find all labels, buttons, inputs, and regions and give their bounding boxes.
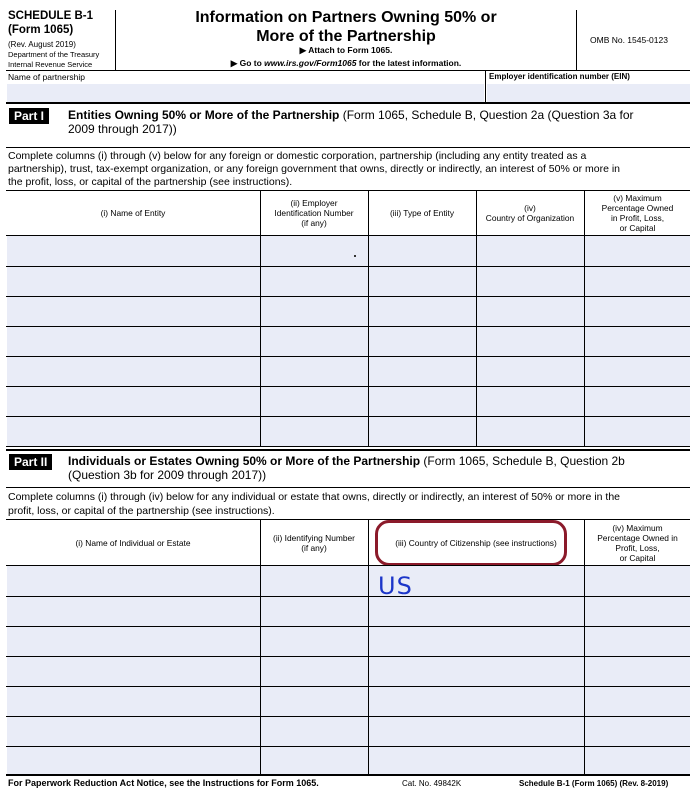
- catalog-number: Cat. No. 49842K: [402, 779, 462, 788]
- ein-field[interactable]: [487, 84, 690, 102]
- goto-prefix: ▶ Go to: [230, 58, 265, 68]
- part1-badge: Part I: [9, 108, 49, 124]
- partnership-name-field[interactable]: [7, 84, 484, 102]
- part1-instructions-line2: partnership), trust, tax-exempt organization, or any foreign government that owns, directly or indirectly, an interest of 50% or more in: [8, 163, 621, 175]
- part1-row[interactable]: [7, 236, 690, 266]
- part1-row[interactable]: [7, 357, 690, 386]
- irs-url-link[interactable]: www.irs.gov/Form1065: [264, 58, 357, 68]
- part1-instructions-line1: Complete columns (i) through (v) below for any foreign or domestic corporation, partnership (including any entity treated as a: [8, 150, 587, 162]
- ein-label: Employer identification number (EIN): [489, 72, 630, 81]
- goto-suffix: for the latest information.: [356, 58, 462, 68]
- part1-col-percent-header: (v) Maximum Percentage Owned in Profit, Loss, or Capital: [601, 193, 674, 233]
- omb-number: OMB No. 1545-0123: [590, 35, 668, 45]
- part1-row[interactable]: [7, 267, 690, 296]
- part2-title-line2: (Question 3b for 2009 through 2017)): [68, 468, 267, 482]
- form-footer-id: Schedule B-1 (Form 1065) (Rev. 8-2019): [519, 779, 669, 788]
- part1-instructions-line3: the profit, loss, or capital of the partnership (see instructions).: [8, 176, 293, 188]
- part2-title-rest: (Form 1065, Schedule B, Question 2b: [420, 454, 625, 468]
- part2-row[interactable]: [7, 717, 690, 746]
- part2-row[interactable]: [7, 627, 690, 656]
- part1-row[interactable]: [7, 297, 690, 326]
- part1-title: [68, 108, 634, 122]
- part1-col-name-header: (i) Name of Entity: [100, 208, 166, 218]
- part1-title-line2: 2009 through 2017)): [68, 122, 177, 136]
- form-number: (Form 1065): [8, 24, 74, 36]
- stray-dot: [354, 255, 356, 257]
- attach-instruction: ▶ Attach to Form 1065.: [299, 45, 393, 55]
- part2-title: [68, 454, 625, 468]
- part1-col-country-header: (iv) Country of Organization: [485, 203, 575, 223]
- handwritten-country-value: US: [378, 572, 413, 600]
- form-title-line2: More of the Partnership: [256, 28, 436, 45]
- part2-instructions-line2: profit, loss, or capital of the partnership (see instructions).: [8, 505, 275, 517]
- part1-row[interactable]: [7, 387, 690, 416]
- part2-row[interactable]: [7, 597, 690, 626]
- part2-row[interactable]: [7, 657, 690, 686]
- partnership-name-label: Name of partnership: [8, 72, 86, 82]
- part1-title-bold: Entities Owning 50% or More of the Partnership: [68, 108, 340, 122]
- part2-col-id-header: (ii) Identifying Number (if any): [273, 532, 355, 553]
- department-label: Department of the Treasury: [8, 50, 100, 59]
- paperwork-notice: For Paperwork Reduction Act Notice, see the Instructions for Form 1065.: [8, 778, 319, 788]
- part2-instructions-line1: Complete columns (i) through (iv) below for any individual or estate that owns, directly or indirectly, an interest of 50% or more in the: [8, 491, 620, 503]
- part1-row[interactable]: [7, 417, 690, 446]
- part2-row[interactable]: [7, 566, 690, 596]
- part2-row[interactable]: [7, 687, 690, 716]
- revision-date: (Rev. August 2019): [8, 40, 76, 49]
- form-title-line1: Information on Partners Owning 50% or: [195, 9, 497, 26]
- annotation-circle: [375, 520, 567, 566]
- part1-row[interactable]: [7, 327, 690, 356]
- part1-col-type-header: (iii) Type of Entity: [389, 208, 455, 218]
- part2-title-bold: Individuals or Estates Owning 50% or More of the Partnership: [68, 454, 421, 468]
- part2-col-citizenship-header: (iii) Country of Citizenship (see instructions): [395, 537, 557, 548]
- part1-col-ein-header: (ii) Employer Identification Number (if any): [274, 198, 354, 228]
- goto-instruction: [116, 58, 576, 69]
- part2-col-percent-header: (iv) Maximum Percentage Owned in Profit, Loss, or Capital: [597, 522, 678, 563]
- part2-row[interactable]: [7, 747, 690, 774]
- part1-title-rest: (Form 1065, Schedule B, Question 2a (Question 3a for: [339, 108, 634, 122]
- agency-label: Internal Revenue Service: [8, 60, 93, 69]
- part2-col-name-header: (i) Name of Individual or Estate: [75, 537, 191, 548]
- schedule-label: SCHEDULE B-1: [8, 10, 93, 22]
- part2-badge: Part II: [9, 454, 52, 470]
